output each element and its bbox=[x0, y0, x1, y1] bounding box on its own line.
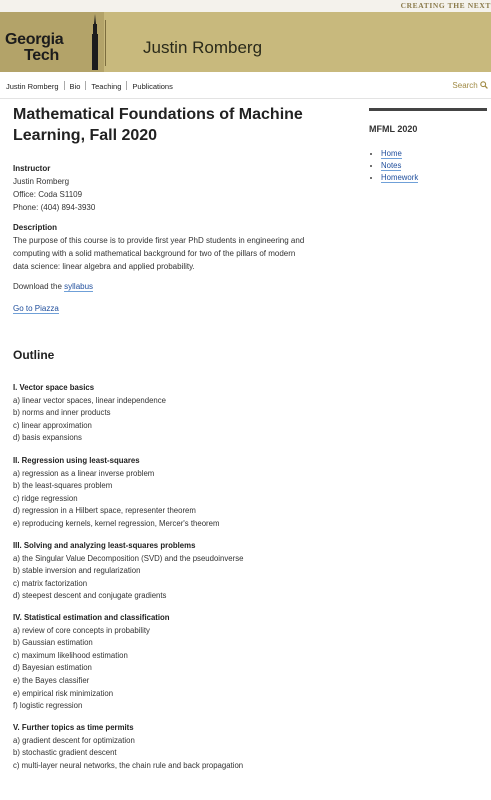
sidebar-link-homework[interactable]: Homework bbox=[381, 173, 419, 182]
outline-section-4 bbox=[13, 612, 343, 713]
site-title[interactable]: Justin Romberg bbox=[143, 38, 263, 57]
sidebar-item-homework bbox=[381, 172, 487, 184]
outline-item: b) norms and inner products bbox=[13, 408, 111, 418]
site-header bbox=[0, 12, 491, 72]
sidebar bbox=[369, 108, 487, 184]
outline-item: a) regression as a linear inverse problem bbox=[13, 468, 155, 478]
logo-text-tech: Tech bbox=[24, 47, 59, 64]
sidebar-item-notes bbox=[381, 160, 487, 172]
outline-item: d) steepest descent and conjugate gradients bbox=[13, 591, 167, 601]
nav-item-teaching[interactable]: Teaching bbox=[91, 82, 122, 91]
outline-section-1 bbox=[13, 382, 343, 445]
description-heading: Description bbox=[13, 223, 58, 232]
description-line: computing with a solid mathematical background for two of the pillars of modern bbox=[13, 249, 296, 258]
outline-section-title: I. Vector space basics bbox=[13, 383, 95, 392]
nav-separator bbox=[85, 81, 86, 90]
tech-tower-icon bbox=[89, 14, 101, 70]
sidebar-rule bbox=[369, 108, 487, 111]
page-title-line1: Mathematical Foundations of Machine bbox=[13, 106, 303, 123]
outline-item: b) stochastic gradient descent bbox=[13, 748, 117, 758]
header-divider bbox=[105, 20, 106, 66]
outline-section-title: IV. Statistical estimation and classification bbox=[13, 613, 170, 622]
syllabus-link[interactable]: syllabus bbox=[64, 282, 94, 291]
outline-item: a) the Singular Value Decomposition (SVD) and the pseudoinverse bbox=[13, 553, 244, 563]
nav-separator bbox=[64, 81, 65, 90]
outline-section-5 bbox=[13, 722, 343, 772]
instructor-office: Office: Coda S1109 bbox=[13, 190, 83, 199]
georgia-tech-logo[interactable] bbox=[0, 12, 104, 72]
outline-item: c) ridge regression bbox=[13, 493, 78, 503]
page-title bbox=[13, 104, 343, 146]
sidebar-link-home[interactable]: Home bbox=[381, 149, 402, 158]
search-button[interactable] bbox=[452, 81, 488, 90]
sidebar-link-notes[interactable]: Notes bbox=[381, 161, 402, 170]
outline-item: b) Gaussian estimation bbox=[13, 638, 93, 648]
sidebar-menu bbox=[369, 148, 487, 184]
nav-item-bio[interactable]: Bio bbox=[69, 82, 81, 91]
outline-item: d) Bayesian estimation bbox=[13, 663, 92, 673]
outline-item: c) multi-layer neural networks, the chain rule and back propagation bbox=[13, 760, 244, 770]
outline-item: d) regression in a Hilbert space, representer theorem bbox=[13, 506, 196, 516]
outline-item: a) gradient descent for optimization bbox=[13, 735, 135, 745]
outline-heading: Outline bbox=[13, 348, 55, 362]
download-line bbox=[13, 280, 333, 293]
main-nav bbox=[6, 81, 173, 91]
outline-item: c) matrix factorization bbox=[13, 578, 88, 588]
outline-section-title: V. Further topics as time permits bbox=[13, 723, 134, 732]
sidebar-title: MFML 2020 bbox=[369, 124, 418, 134]
outline-item: c) linear approximation bbox=[13, 420, 92, 430]
piazza-link[interactable]: Go to Piazza bbox=[13, 304, 59, 313]
nav-item-publications[interactable]: Publications bbox=[132, 82, 173, 91]
outline-item: b) the least-squares problem bbox=[13, 481, 113, 491]
piazza-line bbox=[13, 302, 333, 315]
outline-section-3 bbox=[13, 540, 343, 603]
outline-item: e) empirical risk minimization bbox=[13, 688, 114, 698]
instructor-name: Justin Romberg bbox=[13, 177, 70, 186]
search-label: Search bbox=[452, 81, 478, 90]
description-line: The purpose of this course is to provide first year PhD students in engineering and bbox=[13, 236, 305, 245]
outline-item: c) maximum likelihood estimation bbox=[13, 650, 128, 660]
search-icon bbox=[480, 81, 488, 89]
outline-item: e) reproducing kernels, kernel regression, Mercer's theorem bbox=[13, 518, 220, 528]
logo-text-georgia: Georgia bbox=[5, 31, 64, 48]
outline-item: b) stable inversion and regularization bbox=[13, 566, 141, 576]
description-block bbox=[13, 221, 333, 273]
download-prefix: Download the bbox=[13, 282, 65, 291]
outline-item: a) linear vector spaces, linear independence bbox=[13, 395, 166, 405]
sidebar-item-home bbox=[381, 148, 487, 160]
instructor-heading: Instructor bbox=[13, 164, 51, 173]
nav-bar bbox=[0, 72, 491, 99]
page-title-line2: Learning, Fall 2020 bbox=[13, 127, 158, 144]
slogan: CREATING THE NEXT bbox=[400, 1, 491, 10]
instructor-block bbox=[13, 162, 333, 214]
top-strip bbox=[0, 0, 491, 12]
nav-item-justin-romberg[interactable]: Justin Romberg bbox=[6, 82, 59, 91]
outline-item: a) review of core concepts in probability bbox=[13, 625, 150, 635]
description-line: data science: linear algebra and applied probability. bbox=[13, 262, 195, 271]
outline-section-2 bbox=[13, 455, 343, 531]
nav-separator bbox=[126, 81, 127, 90]
instructor-phone: Phone: (404) 894-3930 bbox=[13, 203, 96, 212]
outline-section-title: III. Solving and analyzing least-squares problems bbox=[13, 541, 196, 550]
outline-item: e) the Bayes classifier bbox=[13, 675, 90, 685]
outline-item: f) logistic regression bbox=[13, 701, 83, 711]
outline-item: d) basis expansions bbox=[13, 433, 82, 443]
outline-section-title: II. Regression using least-squares bbox=[13, 456, 140, 465]
